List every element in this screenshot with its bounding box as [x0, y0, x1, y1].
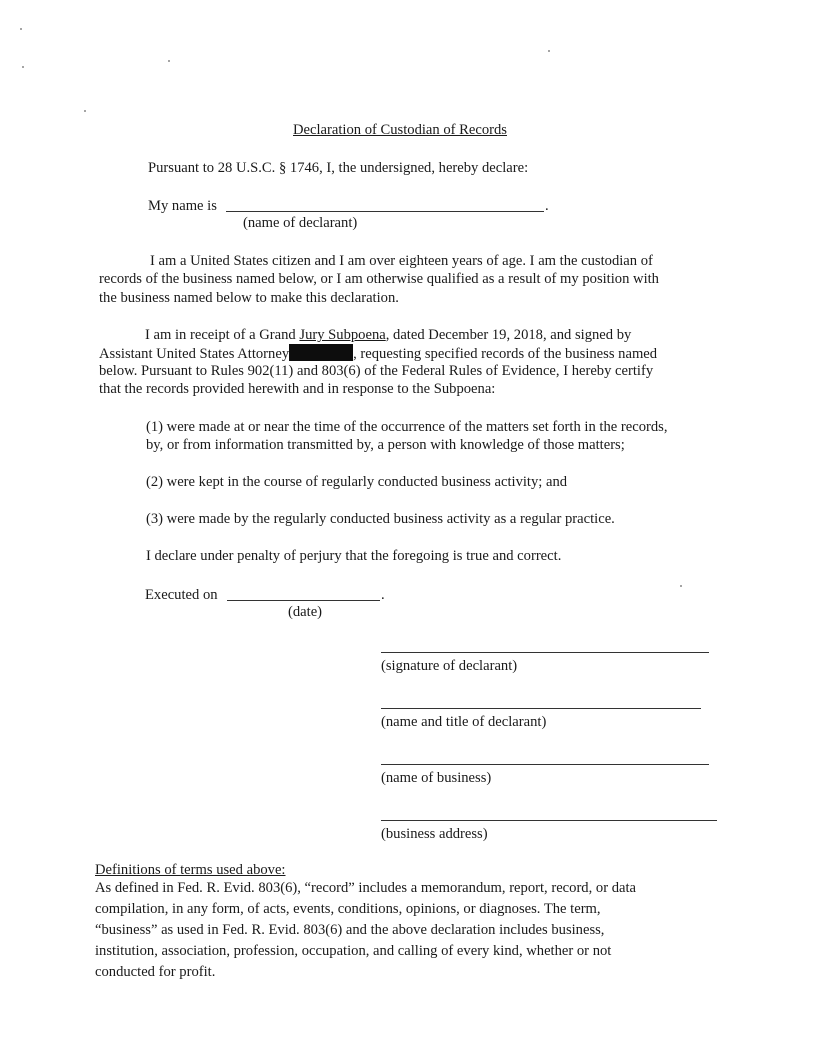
- redaction-block: [289, 344, 353, 361]
- definitions-line4: institution, association, profession, occupation, and calling of every kind, whether or not: [95, 943, 612, 959]
- para2-line4: that the records provided herewith and in response to the Subpoena:: [99, 381, 496, 397]
- scan-speck: [168, 60, 170, 62]
- name-of-declarant-line: [226, 211, 544, 212]
- item-3: (3) were made by the regularly conducted business activity as a regular practice.: [146, 511, 615, 527]
- executed-on-label: Executed on: [145, 587, 218, 603]
- para1-line1: I am a United States citizen and I am over eighteen years of age. I am the custodian of: [150, 253, 653, 269]
- para2-line1-start: I am in receipt of a Grand: [145, 327, 300, 343]
- definitions-line2: compilation, in any form, of acts, events, conditions, opinions, or diagnoses. The term,: [95, 901, 601, 917]
- name-title-caption: (name and title of declarant): [381, 714, 547, 730]
- para1-line3: the business named below to make this declaration.: [99, 290, 399, 306]
- scan-speck: [84, 110, 86, 112]
- document-title: Declaration of Custodian of Records: [293, 122, 507, 138]
- para2-line2: [99, 344, 657, 363]
- signature-line: [381, 652, 709, 653]
- para2-line1: [145, 326, 631, 344]
- date-caption: (date): [288, 604, 323, 620]
- scan-speck: [22, 66, 24, 68]
- name-title-line: [381, 708, 701, 709]
- definitions-line1: As defined in Fed. R. Evid. 803(6), “record” includes a memorandum, report, record, or data: [95, 880, 637, 896]
- para2-line3: below. Pursuant to Rules 902(11) and 803(6) of the Federal Rules of Evidence, I hereby certify: [99, 363, 654, 379]
- scan-speck: [680, 585, 682, 587]
- pursuant-statement: Pursuant to 28 U.S.C. § 1746, I, the undersigned, hereby declare:: [148, 160, 529, 176]
- item-2: (2) were kept in the course of regularly conducted business activity; and: [146, 474, 568, 490]
- item-1-line1: (1) were made at or near the time of the occurrence of the matters set forth in the records,: [146, 419, 668, 435]
- business-name-caption: (name of business): [381, 770, 492, 786]
- subpoena-underlined: Jury Subpoena: [299, 327, 386, 343]
- business-address-line: [381, 820, 717, 821]
- para2-line1-end: , dated December 19, 2018, and signed by: [385, 327, 632, 343]
- definitions-heading: Definitions of terms used above:: [95, 862, 286, 878]
- definitions-line5: conducted for profit.: [95, 964, 216, 980]
- period: .: [381, 587, 385, 603]
- item-1-line2: by, or from information transmitted by, a person with knowledge of those matters;: [146, 437, 625, 453]
- scan-speck: [548, 50, 550, 52]
- para2-line2-start: Assistant United States Attorney: [99, 346, 290, 362]
- definitions-line3: “business” as used in Fed. R. Evid. 803(6) and the above declaration includes business,: [95, 922, 605, 938]
- period: .: [545, 198, 549, 214]
- business-name-line: [381, 764, 709, 765]
- perjury-statement: I declare under penalty of perjury that the foregoing is true and correct.: [146, 548, 562, 564]
- my-name-label: My name is: [148, 198, 217, 214]
- para2-line2-end: , requesting specified records of the business named: [353, 346, 658, 362]
- para1-line2: records of the business named below, or I am otherwise qualified as a result of my position with: [99, 271, 659, 287]
- name-caption: (name of declarant): [243, 215, 358, 231]
- scan-speck: [20, 28, 22, 30]
- signature-caption: (signature of declarant): [381, 658, 518, 674]
- date-line: [227, 600, 380, 601]
- business-address-caption: (business address): [381, 826, 488, 842]
